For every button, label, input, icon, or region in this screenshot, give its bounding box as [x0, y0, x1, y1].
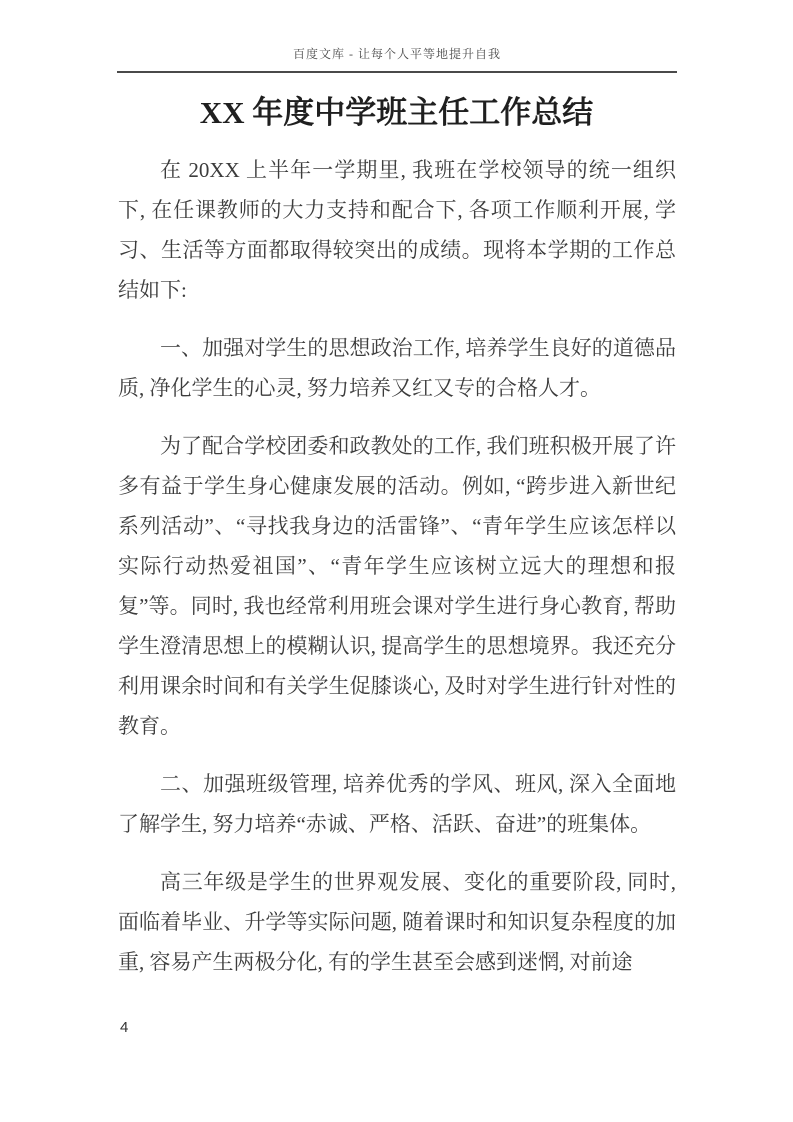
- paragraph-section-two-body: 高三年级是学生的世界观发展、变化的重要阶段, 同时, 面临着毕业、升学等实际问题, 随着课时和知识复杂程度的加重, 容易产生两极分化, 有的学生甚至会感到迷惘, 对前途: [118, 870, 676, 974]
- paragraph-section-one-heading: 一、加强对学生的思想政治工作, 培养学生良好的道德品质, 净化学生的心灵, 努力培养又红又专的合格人才。: [118, 336, 676, 400]
- paragraph-section-one-body: 为了配合学校团委和政教处的工作, 我们班积极开展了许多有益于学生身心健康发展的活动。例如, “跨步进入新世纪系列活动”、“寻找我身边的活雷锋”、“青年学生应该怎样以实际行动热爱祖国”、“青年学生应该树立远大的理想和报复”等。同时, 我也经常利用班会课对学生进行身心教育, 帮助学生澄清思想上的模糊认识, 提高学生的思想境界。我还充分利用课余时间和有关学生促膝谈心, 及时对学生进行针对性的教育。: [118, 434, 676, 738]
- watermark-header: 百度文库 - 让每个人平等地提升自我: [293, 47, 501, 61]
- paragraph-intro: 在 20XX 上半年一学期里, 我班在学校领导的统一组织下, 在任课教师的大力支持和配合下, 各项工作顺利开展, 学习、生活等方面都取得较突出的成绩。现将本学期的工作总结如下:: [118, 158, 676, 302]
- header-divider: [117, 71, 677, 73]
- page-number: 4: [120, 1019, 129, 1036]
- document-title: XX 年度中学班主任工作总结: [199, 95, 594, 130]
- document-body: [118, 150, 676, 1000]
- paragraph-section-two-heading: 二、加强班级管理, 培养优秀的学风、班风, 深入全面地了解学生, 努力培养“赤诚、严格、活跃、奋进”的班集体。: [118, 772, 676, 836]
